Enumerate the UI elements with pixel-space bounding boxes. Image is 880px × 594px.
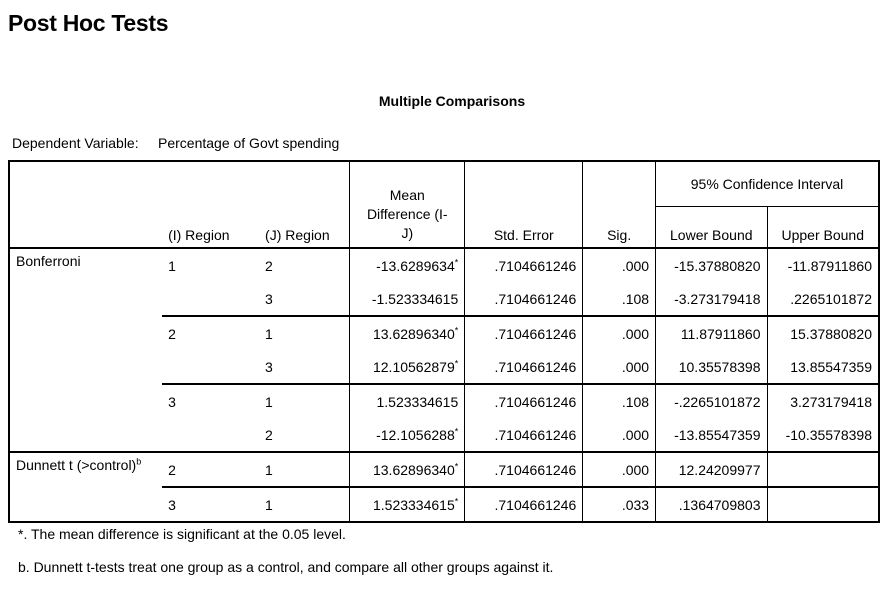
cell-upper-bound: 15.37880820 [767,316,879,350]
cell-j-region: 3 [259,282,350,316]
header-upper-bound: Upper Bound [767,207,879,249]
page-title: Post Hoc Tests [8,10,169,36]
cell-std-error: .7104661246 [465,418,583,452]
cell-lower-bound: 12.24209977 [656,452,767,487]
cell-lower-bound: -13.85547359 [656,418,767,452]
header-mean-difference [350,161,465,248]
cell-i-region: 2 [162,316,259,350]
cell-j-region: 3 [259,350,350,384]
cell-mean-difference: 13.62896340* [350,316,465,350]
test-name-bonferroni: Bonferroni [9,248,162,452]
header-lower-bound: Lower Bound [656,207,767,249]
cell-i-region: 3 [162,487,259,522]
cell-i-region [162,418,259,452]
cell-sig: .108 [583,384,656,418]
dependent-variable-value: Percentage of Govt spending [158,135,340,151]
cell-upper-bound: 13.85547359 [767,350,879,384]
header-j-region: (J) Region [259,161,350,248]
cell-sig: .000 [583,418,656,452]
cell-upper-bound: 3.273179418 [767,384,879,418]
cell-mean-difference: 13.62896340* [350,452,465,487]
cell-mean-difference: 12.10562879* [350,350,465,384]
cell-std-error: .7104661246 [465,316,583,350]
header-std-error: Std. Error [465,161,583,248]
cell-lower-bound: -15.37880820 [656,248,767,282]
cell-mean-difference: 1.523334615* [350,487,465,522]
cell-lower-bound: -.2265101872 [656,384,767,418]
cell-upper-bound [767,452,879,487]
test-name-dunnett: Dunnett t (>control)$^b$ [9,452,162,522]
cell-j-region: 2 [259,248,350,282]
cell-mean-difference: -13.6289634* [350,248,465,282]
header-confidence-interval: 95% Confidence Interval [656,161,879,207]
cell-upper-bound: .2265101872 [767,282,879,316]
cell-j-region: 1 [259,452,350,487]
dependent-variable-line [12,135,339,151]
cell-sig: .000 [583,350,656,384]
cell-std-error: .7104661246 [465,350,583,384]
cell-mean-difference: 1.523334615 [350,384,465,418]
cell-i-region [162,350,259,384]
multiple-comparisons-table [8,160,880,523]
cell-sig: .000 [583,452,656,487]
cell-std-error: .7104661246 [465,248,583,282]
header-mean-difference-line3: J) [401,225,414,241]
cell-sig: .000 [583,316,656,350]
cell-lower-bound: 10.35578398 [656,350,767,384]
cell-upper-bound [767,487,879,522]
cell-i-region: 1 [162,248,259,282]
table-row [9,452,879,487]
table-row [9,248,879,282]
cell-j-region: 1 [259,316,350,350]
cell-sig: .033 [583,487,656,522]
cell-i-region: 3 [162,384,259,418]
cell-std-error: .7104661246 [465,384,583,418]
header-sig: Sig. [583,161,656,248]
cell-i-region [162,282,259,316]
header-mean-difference-line1: Mean [389,187,425,203]
cell-i-region: 2 [162,452,259,487]
cell-sig: .000 [583,248,656,282]
cell-mean-difference: -12.1056288* [350,418,465,452]
header-mean-difference-line2: Difference (I- [366,206,448,222]
cell-upper-bound: -11.87911860 [767,248,879,282]
cell-mean-difference: -1.523334615 [350,282,465,316]
footnote-dunnett: b. Dunnett t-tests treat one group as a control, and compare all other groups against it. [18,559,554,575]
table-caption: Multiple Comparisons [378,93,526,109]
footnote-significance: *. The mean difference is significant at the 0.05 level. [18,526,346,542]
cell-j-region: 2 [259,418,350,452]
cell-std-error: .7104661246 [465,487,583,522]
cell-std-error: .7104661246 [465,452,583,487]
cell-lower-bound: .1364709803 [656,487,767,522]
cell-j-region: 1 [259,384,350,418]
cell-j-region: 1 [259,487,350,522]
cell-upper-bound: -10.35578398 [767,418,879,452]
cell-lower-bound: 11.87911860 [656,316,767,350]
header-test-blank [9,161,162,248]
header-i-region: (I) Region [162,161,259,248]
dependent-variable-label: Dependent Variable: [12,135,139,151]
cell-lower-bound: -3.273179418 [656,282,767,316]
cell-sig: .108 [583,282,656,316]
cell-std-error: .7104661246 [465,282,583,316]
